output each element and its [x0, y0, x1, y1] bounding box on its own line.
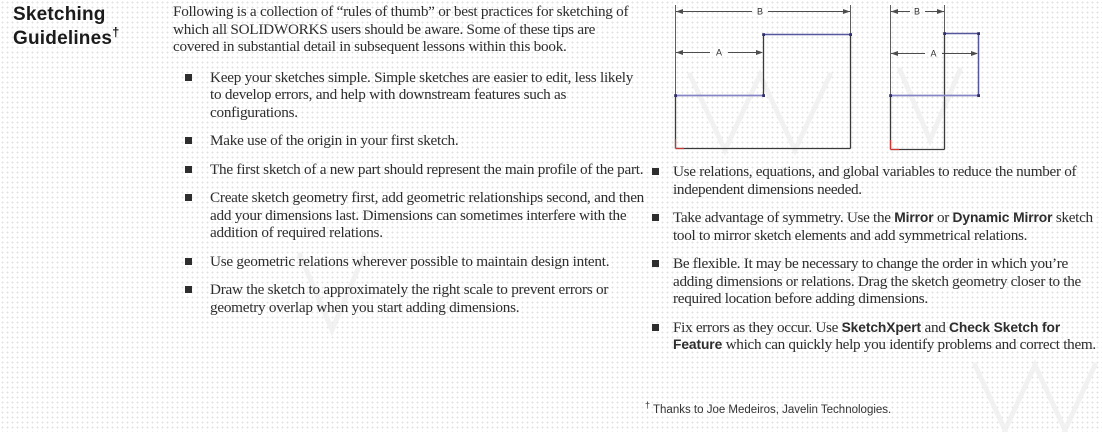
square-bullet-icon [185, 166, 192, 173]
sketch-origin-icon [891, 140, 900, 150]
square-bullet-icon [185, 137, 192, 144]
guidelines-column-left [173, 3, 645, 327]
bullet-item [185, 161, 645, 179]
bullet-item [185, 253, 645, 271]
bullet-text: Create sketch geometry first, add geometric relationships second, and then add your dimensions last. Dimensions can sometimes interfere with the addition of required relations. [210, 189, 645, 241]
square-bullet-icon [652, 260, 659, 267]
square-bullet-icon [652, 168, 659, 175]
bullet-text: Fix errors as they occur. Use SketchXpert and Check Sketch for Feature which can quickly help you identify problems and correct them. [673, 318, 1096, 353]
square-bullet-icon [652, 324, 659, 331]
bullet-list-left [173, 69, 645, 317]
footnote [645, 400, 1085, 416]
vertex-marker [889, 94, 892, 97]
bullet-item [185, 69, 645, 122]
dagger-footnote-marker: † [645, 400, 651, 410]
bullet-item [652, 209, 1102, 244]
vertex-marker [977, 32, 980, 35]
square-bullet-icon [185, 258, 192, 265]
dagger-footnote-marker: † [112, 24, 120, 40]
bullet-item [185, 189, 645, 242]
bullet-item [652, 319, 1102, 354]
dim-label-b: B [756, 6, 764, 17]
vertex-marker [943, 32, 946, 35]
bullet-list-right [645, 163, 1102, 354]
square-bullet-icon [185, 286, 192, 293]
sketch-diagram-step-profile-right [889, 5, 980, 150]
bullet-item [185, 281, 645, 316]
bullet-item [652, 255, 1102, 308]
section-heading-line2: Guidelines† [13, 24, 120, 49]
vertex-marker [977, 94, 980, 97]
square-bullet-icon [185, 194, 192, 201]
square-bullet-icon [185, 74, 192, 81]
section-heading [13, 3, 165, 51]
footnote-text: Thanks to Joe Medeiros, Javelin Technologies. [650, 403, 892, 416]
vertex-marker [849, 33, 852, 36]
bullet-text: Use geometric relations wherever possible to maintain design intent. [210, 252, 610, 270]
sketch-diagram-step-profile-left [674, 5, 852, 149]
dim-label-a: A [930, 48, 937, 59]
vertex-marker [762, 94, 765, 97]
guidelines-column-right [645, 163, 1102, 365]
dim-label-a: A [715, 47, 723, 58]
bullet-text: Keep your sketches simple. Simple sketches are easier to edit, less likely to develop errors, and help with downstream features such as configurations. [210, 68, 634, 121]
bullet-item [652, 163, 1102, 198]
square-bullet-icon [652, 214, 659, 221]
bullet-text: Use relations, equations, and global variables to reduce the number of independent dimensions needed. [673, 163, 1077, 198]
sketch-diagrams [655, 0, 1000, 158]
bullet-text: Be flexible. It may be necessary to change the order in which you’re adding dimensions or relations. Drag the sketch geometry closer to the required location before adding dimensions. [673, 255, 1081, 307]
bullet-text: The first sketch of a new part should represent the main profile of the part. [210, 160, 644, 178]
bullet-text: Make use of the origin in your first sketch. [210, 132, 459, 149]
bullet-item [185, 132, 645, 150]
vertex-marker [762, 33, 765, 36]
sketch-origin-icon [676, 139, 685, 149]
dim-label-b: B [913, 6, 921, 17]
section-heading-line1: Sketching [13, 4, 106, 25]
bullet-text: Take advantage of symmetry. Use the Mirror or Dynamic Mirror sketch tool to mirror sketch elements and add symmetrical relations. [673, 209, 1093, 244]
intro-paragraph: Following is a collection of “rules of thumb” or best practices for sketching of which all SOLIDWORKS users should be aware. Some of these tips are covered in substantial detail in subsequent lessons within this book. [173, 3, 629, 55]
bullet-text: Draw the sketch to approximately the right scale to prevent errors or geometry overlap when you start adding dimensions. [210, 281, 609, 316]
vertex-marker [674, 94, 677, 97]
